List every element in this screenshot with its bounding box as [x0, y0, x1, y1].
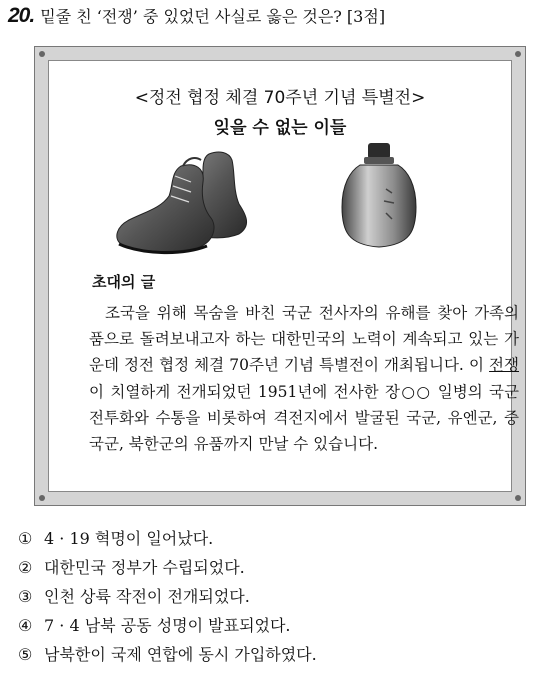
choice-3[interactable]: [18, 582, 518, 611]
choice-4[interactable]: [18, 611, 518, 640]
choice-number: ③: [18, 587, 33, 606]
exhibit-frame: [34, 46, 526, 506]
choice-number: ②: [18, 558, 33, 577]
choice-number: ④: [18, 616, 33, 635]
exhibit-subtitle: 잊을 수 없는 이들: [213, 118, 347, 138]
letter-text-before: 조국을 위해 목숨을 바친 국군 전사자의 유해를 찾아 가족의 품으로 돌려보내고자 하는 대한민국의 노력이 계속되고 있는 가운데 정전 협정 체결 70주년 기념 특별전이 개최됩니다. 이: [89, 304, 519, 375]
choice-1[interactable]: [18, 524, 518, 553]
corner-screw: [39, 51, 45, 57]
corner-screw: [39, 495, 45, 501]
choice-text: 4 · 19 혁명이 일어났다.: [44, 529, 214, 548]
corner-screw: [515, 495, 521, 501]
invitation-heading: 초대의 글: [92, 273, 156, 291]
exhibit-title: <정전 협정 체결 70주년 기념 특별전>: [134, 88, 426, 108]
choice-5[interactable]: [18, 640, 518, 669]
choice-text: 7 · 4 남북 공동 성명이 발표되었다.: [44, 616, 291, 635]
letter-text-after: 이 치열하게 전개되었던 1951년에 전사한 장○○ 일병의 국군 전투화와 수통을 비롯하여 격전지에서 발굴된 국군, 유엔군, 중국군, 북한군의 유품까지 만날 수 있습니다.: [89, 382, 519, 454]
choice-text: 인천 상륙 작전이 전개되었다.: [44, 587, 250, 606]
answer-choices: [18, 524, 518, 669]
exhibit-panel: [48, 60, 519, 492]
question-stem: [8, 4, 538, 29]
choice-text: 남북한이 국제 연합에 동시 가입하였다.: [44, 645, 317, 664]
corner-screw: [515, 51, 521, 57]
underlined-war-term: 전쟁: [489, 356, 519, 375]
choice-text: 대한민국 정부가 수립되었다.: [44, 558, 245, 577]
combat-boots-photo: [111, 146, 261, 261]
question-number: 20.: [8, 4, 35, 27]
choice-number: ⑤: [18, 645, 33, 664]
choice-2[interactable]: [18, 553, 518, 582]
canteen-photo: [336, 141, 422, 253]
choice-number: ①: [18, 529, 33, 548]
question-text: 밑줄 친 ‘전쟁’ 중 있었던 사실로 옳은 것은? [3점]: [40, 7, 386, 26]
invitation-letter: [89, 300, 519, 457]
